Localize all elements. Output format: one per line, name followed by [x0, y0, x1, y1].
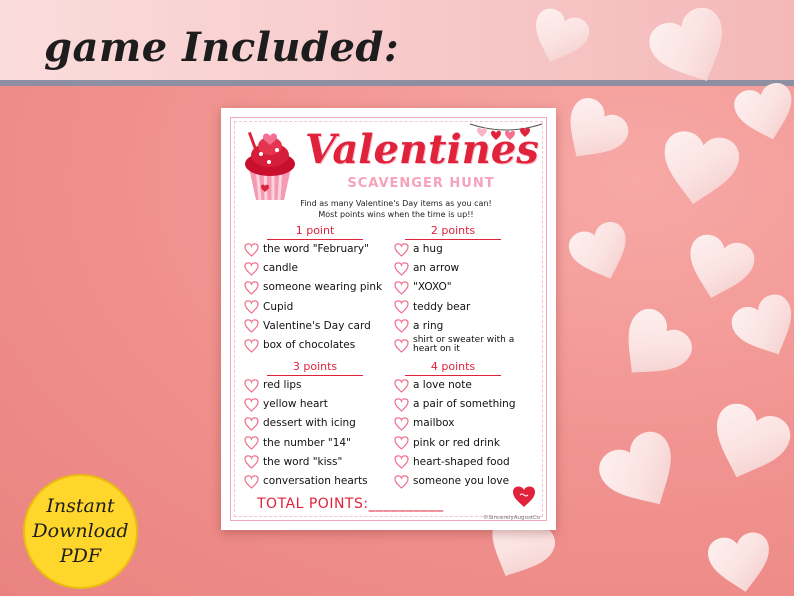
- checklist-item: [243, 414, 356, 432]
- checklist-item: [243, 395, 328, 413]
- checklist-item-label: heart-shaped food: [413, 455, 510, 468]
- love-heart-badge-icon: [511, 484, 537, 508]
- checklist-item: [243, 259, 298, 277]
- checklist-item: [243, 434, 351, 452]
- checklist-item: [243, 317, 371, 335]
- badge-line-3: PDF: [59, 545, 102, 567]
- worksheet-title: Valentines: [305, 126, 539, 173]
- checklist-item: [243, 472, 368, 490]
- checklist-item: [243, 240, 369, 258]
- checklist-item: [393, 453, 510, 471]
- checklist-item-label: yellow heart: [263, 398, 328, 411]
- heart-checkbox-icon: [393, 338, 410, 353]
- heart-checkbox-icon: [393, 318, 410, 333]
- heart-checkbox-icon: [393, 416, 410, 431]
- paper-heart-3: [551, 92, 634, 174]
- checklist-item-label: conversation hearts: [263, 475, 368, 487]
- checklist-item-label: the number "14": [263, 436, 351, 449]
- checklist-item: [393, 336, 541, 354]
- section-3-points-label: 3 points: [267, 360, 363, 376]
- heart-checkbox-icon: [243, 280, 260, 295]
- checklist-item: [243, 336, 355, 354]
- checklist-item-label: a pair of something: [413, 398, 516, 411]
- checklist-item-label: teddy bear: [413, 300, 471, 313]
- instructions-line-2: Most points wins when the time is up!!: [318, 210, 474, 219]
- checklist-item-label: Valentine's Day card: [263, 319, 371, 332]
- credit-text: ©SincerelyAugustCo: [483, 515, 541, 521]
- instant-download-pdf-badge: [23, 474, 138, 589]
- checklist-item-label: an arrow: [413, 262, 460, 275]
- heart-checkbox-icon: [243, 378, 260, 393]
- heart-checkbox-icon: [393, 280, 410, 295]
- checklist-item: [243, 278, 382, 296]
- scavenger-hunt-worksheet: [221, 108, 556, 530]
- paper-heart-8: [606, 302, 699, 395]
- paper-heart-1: [643, 1, 740, 96]
- checklist-item-label: someone wearing pink: [263, 281, 383, 294]
- heart-checkbox-icon: [243, 299, 260, 314]
- paper-heart-10: [701, 398, 794, 490]
- checklist-item: [243, 376, 302, 394]
- checklist-item: [393, 434, 500, 452]
- heart-checkbox-icon: [393, 242, 410, 257]
- worksheet-instructions: [281, 198, 511, 220]
- checklist-item: [393, 472, 509, 490]
- checklist-item-label: mailbox: [413, 417, 455, 430]
- header-title: game Included:: [44, 24, 400, 71]
- paper-heart-11: [592, 425, 692, 523]
- section-1-point-label: 1 point: [267, 224, 363, 240]
- checklist-item: [393, 278, 452, 296]
- badge-line-1: Instant: [46, 495, 115, 517]
- checklist-item: [393, 317, 443, 335]
- checklist-item-label: Cupid: [263, 300, 294, 313]
- heart-checkbox-icon: [243, 397, 260, 412]
- checklist-item-label: box of chocolates: [263, 339, 356, 351]
- heart-checkbox-icon: [393, 299, 410, 314]
- paper-heart-13: [706, 530, 776, 596]
- heart-checkbox-icon: [393, 378, 410, 393]
- heart-checkbox-icon: [393, 397, 410, 412]
- checklist-item-label: a love note: [413, 379, 472, 391]
- total-points: TOTAL POINTS:__________: [257, 496, 444, 512]
- heart-checkbox-icon: [243, 242, 260, 257]
- checklist-item: [393, 395, 516, 413]
- heart-checkbox-icon: [243, 338, 260, 353]
- checklist-item-label: the word "February": [263, 243, 369, 255]
- checklist-item-label: candle: [263, 262, 298, 275]
- checklist-item: [393, 259, 459, 277]
- checklist-item-label: pink or red drink: [413, 436, 500, 449]
- heart-checkbox-icon: [243, 435, 260, 450]
- checklist-item-label: someone you love: [413, 475, 510, 487]
- heart-checkbox-icon: [243, 261, 260, 276]
- worksheet-subtitle: SCAVENGER HUNT: [347, 176, 495, 191]
- checklist-item: [393, 298, 470, 316]
- heart-checkbox-icon: [393, 454, 410, 469]
- paper-heart-7: [680, 231, 758, 306]
- section-4-points-label: 4 points: [405, 360, 501, 376]
- checklist-item-label: shirt or sweater with a heart on it: [413, 335, 515, 354]
- paper-heart-2: [525, 5, 594, 72]
- checklist-item: [243, 453, 342, 471]
- checklist-item: [393, 414, 454, 432]
- heart-checkbox-icon: [243, 416, 260, 431]
- checklist-item: [393, 240, 443, 258]
- heart-checkbox-icon: [243, 318, 260, 333]
- checklist-item-label: a hug: [413, 243, 443, 255]
- badge-line-2: Download: [32, 520, 129, 542]
- heart-checkbox-icon: [243, 454, 260, 469]
- checklist-item-label: dessert with icing: [263, 417, 356, 430]
- heart-checkbox-icon: [393, 474, 410, 489]
- checklist-item: [393, 376, 472, 394]
- heart-checkbox-icon: [393, 435, 410, 450]
- heart-checkbox-icon: [243, 474, 260, 489]
- paper-heart-4: [731, 80, 794, 147]
- heart-checkbox-icon: [393, 261, 410, 276]
- checklist-item-label: red lips: [263, 379, 302, 391]
- paper-heart-6: [565, 218, 638, 289]
- checklist-item-label: "XOXO": [413, 281, 452, 294]
- section-2-points-label: 2 points: [405, 224, 501, 240]
- instructions-line-1: Find as many Valentine's Day items as you can!: [300, 199, 492, 208]
- paper-heart-9: [727, 289, 794, 367]
- paper-heart-5: [656, 128, 742, 210]
- checklist-item: [243, 298, 293, 316]
- cupcake-icon: [239, 124, 301, 204]
- checklist-item-label: a ring: [413, 319, 444, 332]
- checklist-item-label: the word "kiss": [263, 455, 343, 468]
